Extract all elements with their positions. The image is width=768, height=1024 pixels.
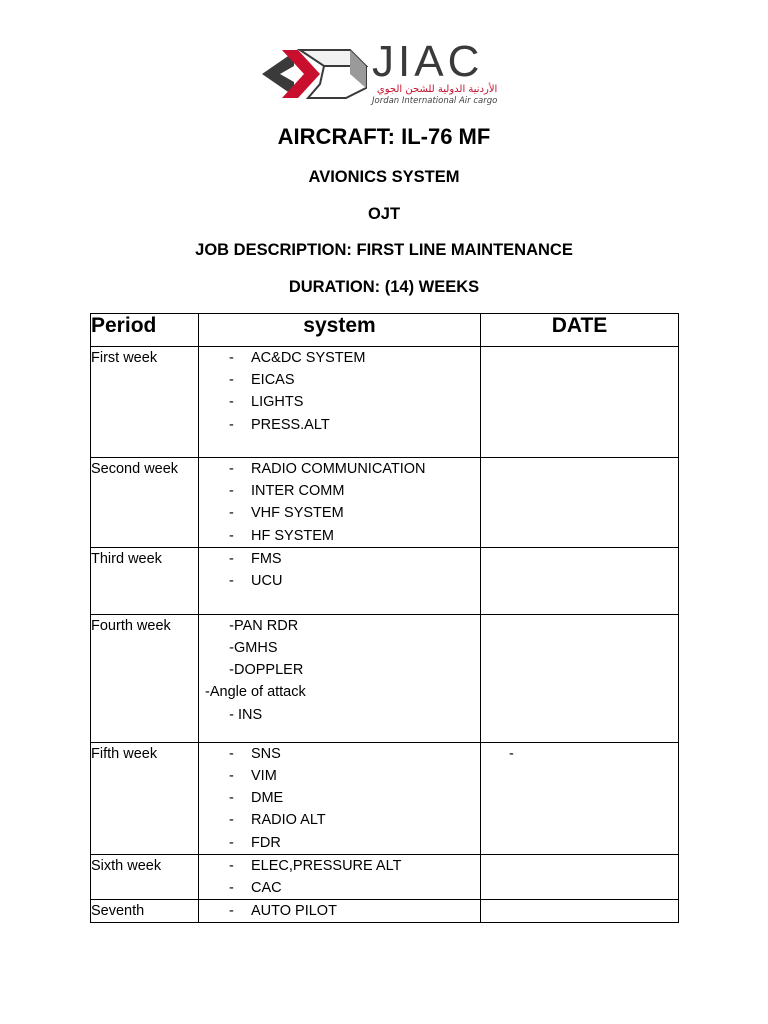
period-cell: Fourth week <box>91 614 199 742</box>
system-heading: AVIONICS SYSTEM <box>308 168 460 186</box>
system-item: - CAC <box>199 877 480 899</box>
system-item: - LIGHTS <box>199 391 480 413</box>
table-row <box>91 614 679 742</box>
system-item: -GMHS <box>205 640 278 657</box>
system-item: - INS <box>205 706 263 723</box>
date-cell <box>481 547 679 614</box>
column-header-period: Period <box>91 314 199 347</box>
system-item: - SNS <box>199 743 480 765</box>
logo-text-block <box>372 37 498 106</box>
table-row <box>91 854 679 899</box>
period-cell: Seventh <box>91 900 199 923</box>
table-row <box>91 347 679 458</box>
table-header-row <box>91 314 679 347</box>
logo-arabic-name: الأردنية الدولية للشحن الجوي <box>376 84 498 95</box>
system-cell <box>199 742 481 854</box>
logo-brand: JIAC <box>372 37 484 86</box>
duration: DURATION: (14) WEEKS <box>288 278 480 296</box>
system-cell <box>199 347 481 458</box>
period-cell: First week <box>91 347 199 458</box>
system-item: - UCU <box>199 570 480 592</box>
logo-english-name: Jordan International Air cargo <box>372 96 498 106</box>
aircraft-title: AIRCRAFT: IL-76 MF <box>277 124 491 149</box>
system-item: - ELEC,PRESSURE ALT <box>199 855 480 877</box>
system-item: - RADIO ALT <box>199 809 480 831</box>
system-item: - AUTO PILOT <box>199 900 480 922</box>
system-item: - HF SYSTEM <box>199 525 480 547</box>
job-description: JOB DESCRIPTION: FIRST LINE MAINTENANCE <box>195 241 573 259</box>
system-item: - FMS <box>199 548 480 570</box>
period-cell: Second week <box>91 458 199 548</box>
table-row <box>91 547 679 614</box>
system-cell <box>199 854 481 899</box>
system-item: - VHF SYSTEM <box>199 502 480 524</box>
system-item: - INTER COMM <box>199 480 480 502</box>
system-item: - VIM <box>199 765 480 787</box>
table-row <box>91 900 679 923</box>
system-cell <box>199 458 481 548</box>
table-row <box>91 742 679 854</box>
system-item: - RADIO COMMUNICATION <box>199 458 480 480</box>
date-cell <box>481 742 679 854</box>
system-cell <box>199 547 481 614</box>
date-cell <box>481 614 679 742</box>
system-cell <box>199 900 481 923</box>
date-cell <box>481 900 679 923</box>
period-cell: Fifth week <box>91 742 199 854</box>
training-type: OJT <box>367 205 401 223</box>
column-header-system: system <box>199 314 481 347</box>
date-value: - <box>509 745 514 762</box>
table-row <box>91 458 679 548</box>
system-item: -PAN RDR <box>205 617 299 634</box>
period-cell: Sixth week <box>91 854 199 899</box>
system-item: -DOPPLER <box>205 662 304 679</box>
system-item: - AC&DC SYSTEM <box>199 347 480 369</box>
system-item: - FDR <box>199 832 480 854</box>
system-item: -Angle of attack <box>205 684 306 701</box>
date-cell <box>481 854 679 899</box>
system-item: - DME <box>199 787 480 809</box>
system-item: - PRESS.ALT <box>199 414 480 436</box>
date-cell <box>481 347 679 458</box>
system-cell <box>199 614 481 742</box>
training-schedule-table <box>90 313 679 923</box>
date-cell <box>481 458 679 548</box>
system-item: - EICAS <box>199 369 480 391</box>
period-cell: Third week <box>91 547 199 614</box>
column-header-date: DATE <box>481 314 679 347</box>
